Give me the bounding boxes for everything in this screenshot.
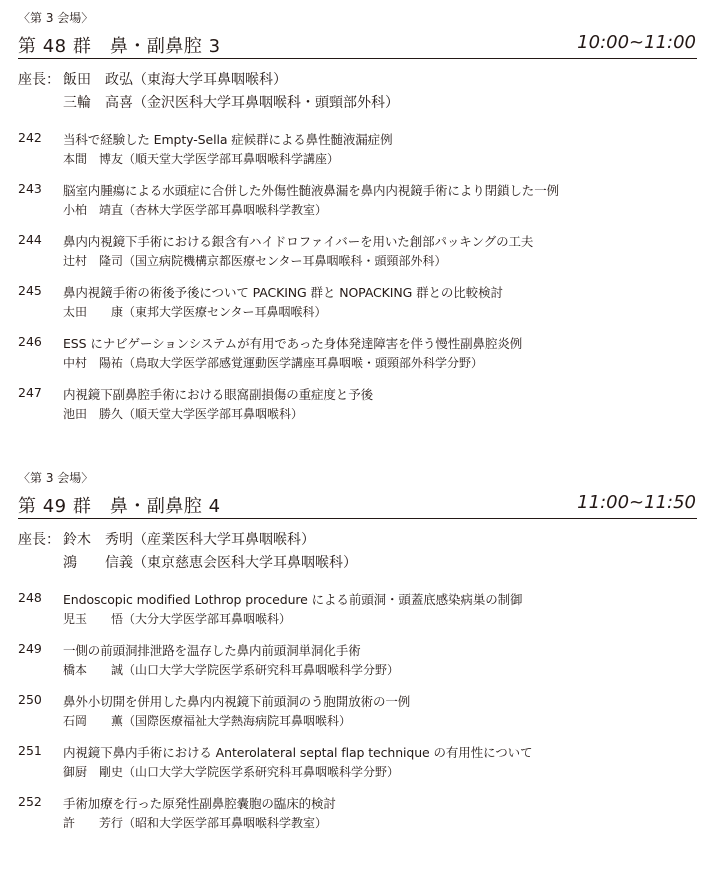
- paper-title: 内視鏡下鼻内手術における Anterolateral septal flap technique の有用性について: [63, 745, 533, 760]
- chairs-label: 座長：: [18, 532, 60, 548]
- paper-number: 248: [18, 590, 42, 605]
- paper-number: 250: [18, 692, 42, 707]
- paper-number: 252: [18, 794, 42, 809]
- paper-author: 池田 勝久（順天堂大学医学部耳鼻咽喉科）: [63, 407, 304, 421]
- paper-number: 247: [18, 385, 42, 400]
- paper-title: Endoscopic modified Lothrop procedure による前頭洞・頭蓋底感染病巣の制御: [63, 592, 523, 607]
- paper-title: 脳室内腫瘍による水頭症に合併した外傷性髄液鼻漏を鼻内内視鏡手術により閉鎖した一例: [63, 183, 560, 198]
- paper-author: 御厨 剛史（山口大学大学院医学系研究科耳鼻咽喉科学分野）: [63, 765, 400, 779]
- paper-author: 辻村 隆司（国立病院機構京都医療センター耳鼻咽喉科・頭頸部外科）: [63, 254, 447, 268]
- chair-name: 鈴木 秀明（産業医科大学耳鼻咽喉科）: [63, 532, 315, 548]
- paper-number: 249: [18, 641, 42, 656]
- header-divider: [18, 518, 697, 519]
- paper-title: 一側の前頭洞排泄路を温存した鼻内前頭洞単洞化手術: [63, 643, 361, 658]
- venue-label: 〈第 3 会場〉: [18, 11, 94, 25]
- paper-title: 当科で経験した Empty-Sella 症候群による鼻性髄液漏症例: [63, 132, 393, 147]
- paper-number: 251: [18, 743, 42, 758]
- session-title: 第 48 群 鼻・副鼻腔 3: [18, 36, 221, 57]
- venue-label: 〈第 3 会場〉: [18, 471, 94, 485]
- chair-name: 鴻 信義（東京慈恵会医科大学耳鼻咽喉科）: [63, 555, 357, 571]
- paper-number: 244: [18, 232, 42, 247]
- paper-title: 手術加療を行った原発性副鼻腔嚢胞の臨床的検討: [63, 796, 336, 811]
- paper-number: 243: [18, 181, 42, 196]
- paper-number: 242: [18, 130, 42, 145]
- session-time: 11:00~11:50: [577, 492, 696, 513]
- paper-author: 橋本 誠（山口大学大学院医学系研究科耳鼻咽喉科学分野）: [63, 663, 400, 677]
- paper-author: 石岡 薫（国際医療福祉大学熱海病院耳鼻咽喉科）: [63, 714, 352, 728]
- paper-title: ESS にナビゲーションシステムが有用であった身体発達障害を伴う慢性副鼻腔炎例: [63, 336, 523, 351]
- session-title: 第 49 群 鼻・副鼻腔 4: [18, 496, 221, 517]
- paper-author: 太田 康（東邦大学医療センター耳鼻咽喉科）: [63, 305, 327, 319]
- paper-author: 許 芳行（昭和大学医学部耳鼻咽喉科学教室）: [63, 816, 328, 830]
- paper-title: 鼻内視鏡手術の術後予後について PACKING 群と NOPACKING 群との比較検討: [63, 285, 503, 300]
- chair-name: 飯田 政弘（東海大学耳鼻咽喉科）: [63, 72, 287, 88]
- paper-number: 245: [18, 283, 42, 298]
- paper-title: 鼻内内視鏡下手術における銀含有ハイドロファイバーを用いた創部パッキングの工夫: [63, 234, 534, 249]
- paper-author: 児玉 悟（大分大学医学部耳鼻咽喉科）: [63, 612, 292, 626]
- paper-author: 本間 博友（順天堂大学医学部耳鼻咽喉科学講座）: [63, 152, 340, 166]
- paper-author: 小柏 靖直（杏林大学医学部耳鼻咽喉科学教室）: [63, 203, 328, 217]
- paper-title: 鼻外小切開を併用した鼻内内視鏡下前頭洞のう胞開放術の一例: [63, 694, 411, 709]
- paper-number: 246: [18, 334, 42, 349]
- chair-name: 三輪 高喜（金沢医科大学耳鼻咽喉科・頭頸部外科）: [63, 95, 399, 111]
- session-time: 10:00~11:00: [577, 32, 696, 53]
- chairs-label: 座長：: [18, 72, 60, 88]
- paper-author: 中村 陽祐（鳥取大学医学部感覚運動医学講座耳鼻咽喉・頭頸部外科学分野）: [63, 356, 484, 370]
- paper-title: 内視鏡下副鼻腔手術における眼窩副損傷の重症度と予後: [63, 387, 374, 402]
- header-divider: [18, 58, 697, 59]
